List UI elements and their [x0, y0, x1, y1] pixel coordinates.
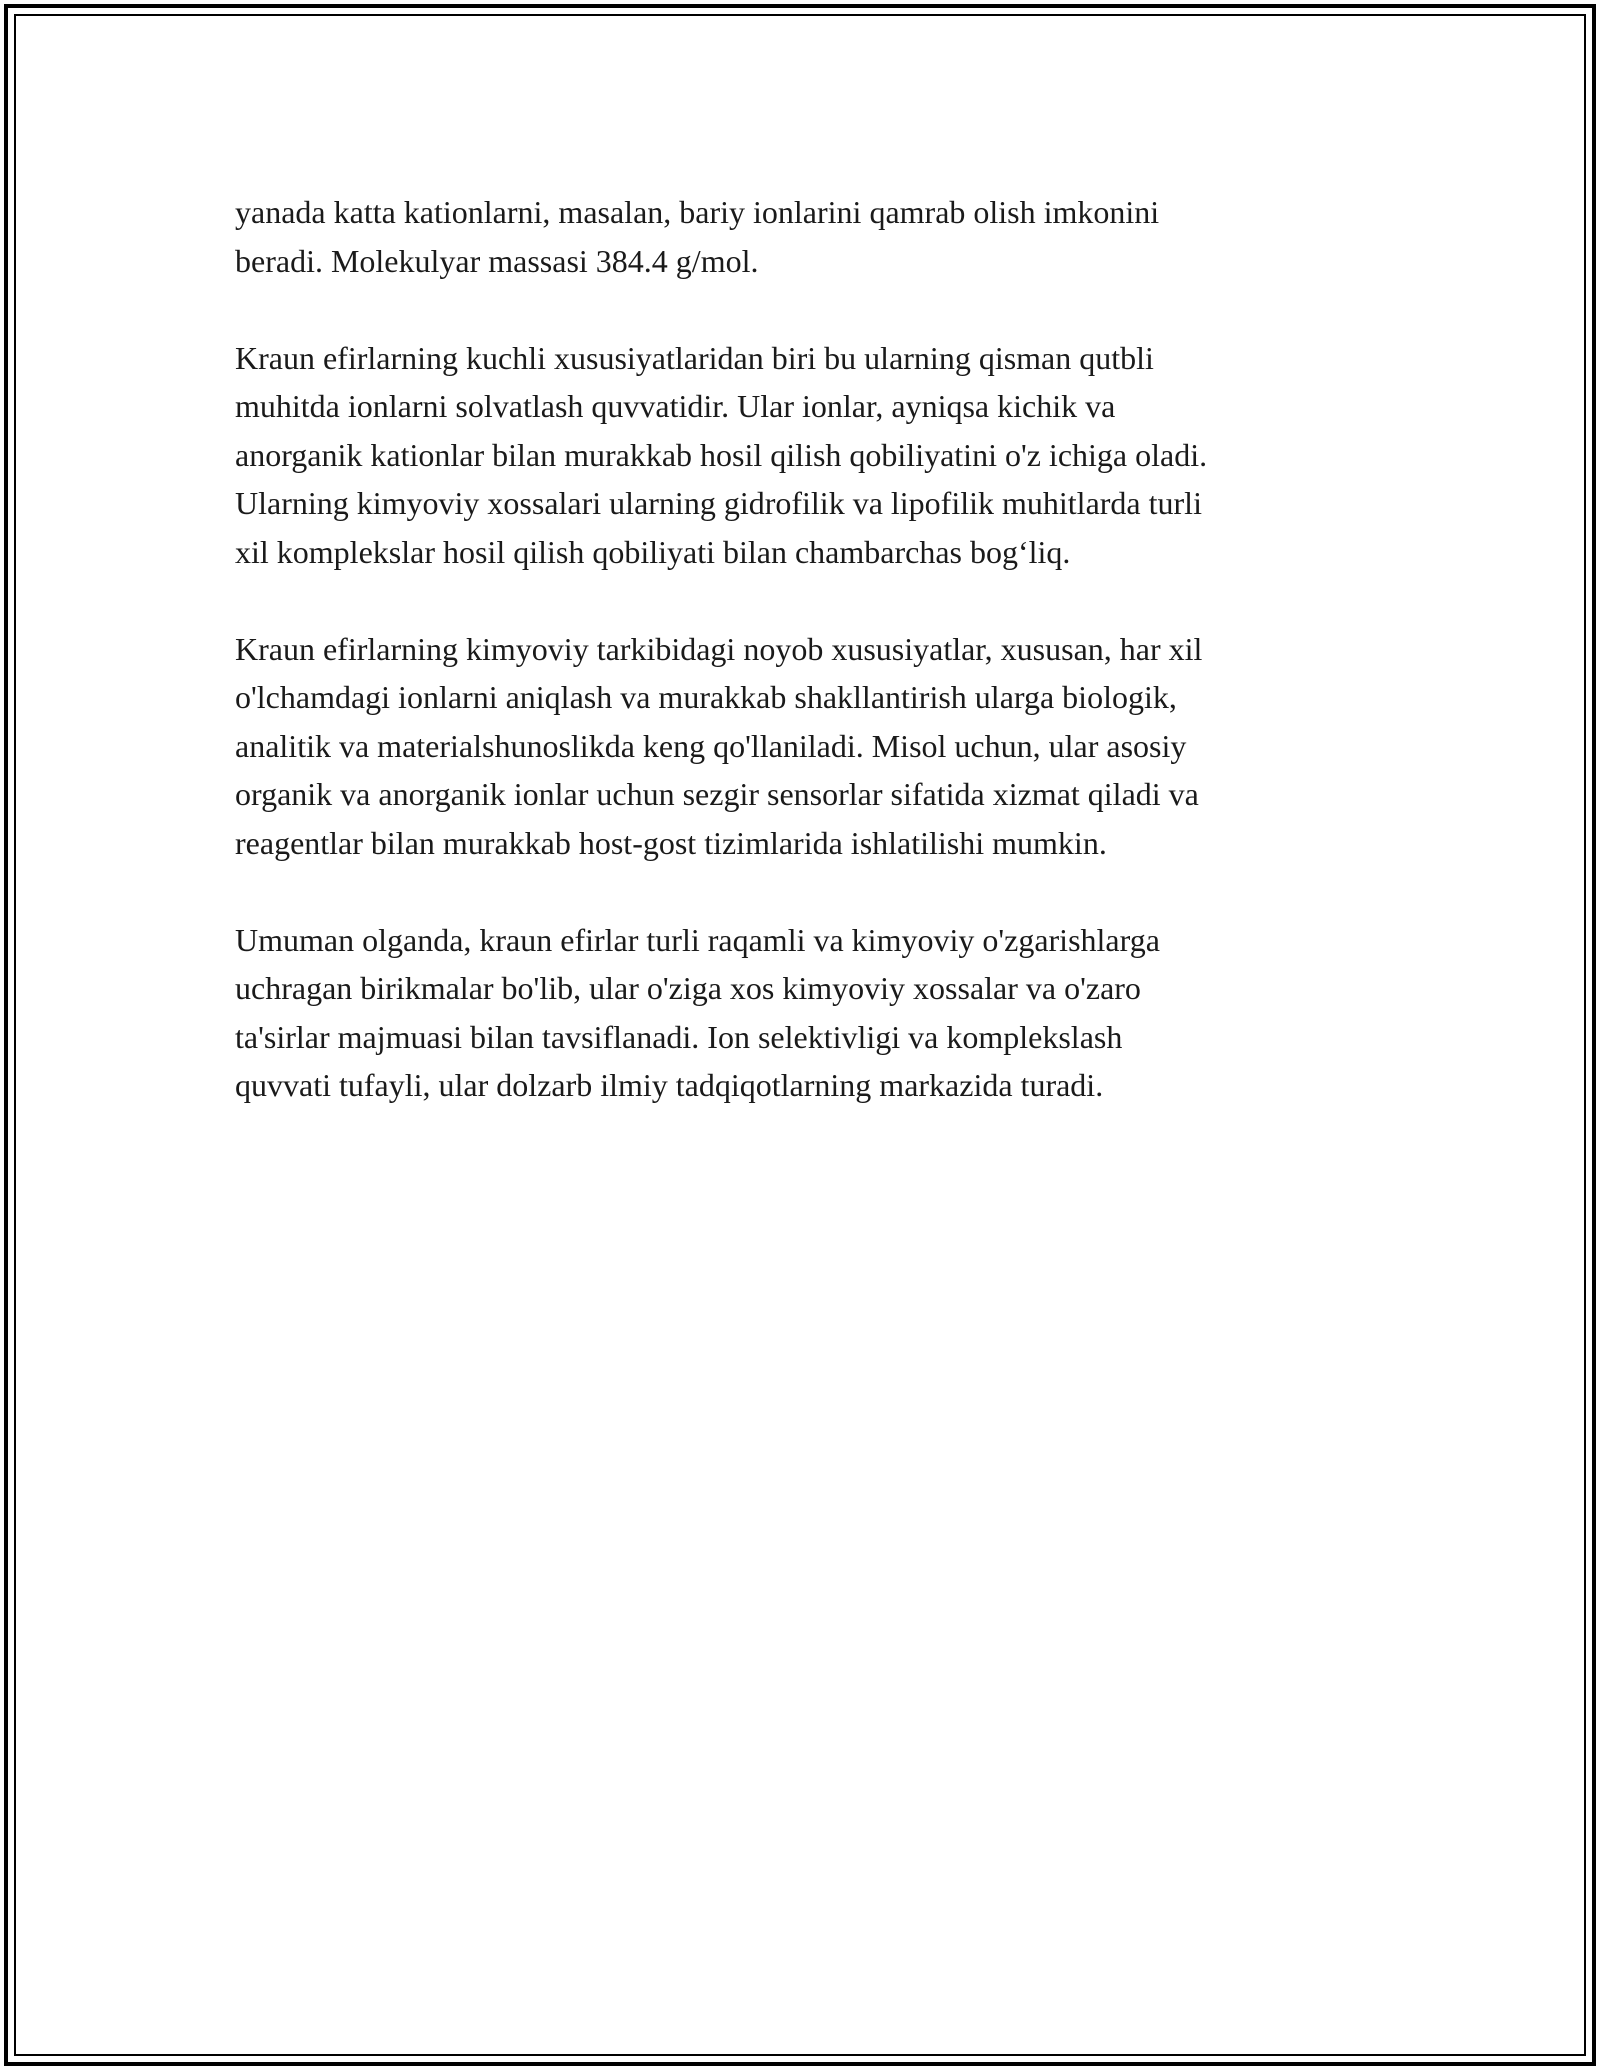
paragraph-4	[235, 916, 1365, 1110]
text-line: muhitda ionlarni solvatlash quvvatidir. Ular ionlar, ayniqsa kichik va	[235, 388, 1116, 424]
text-line: Umuman olganda, kraun efirlar turli raqamli va kimyoviy o'zgarishlarga	[235, 921, 1160, 958]
text-line: Ularning kimyoviy xossalari ularning gidrofilik va lipofilik muhitlarda turli	[235, 485, 1202, 521]
paragraph-2	[235, 334, 1365, 577]
text-line: o'lchamdagi ionlarni aniqlash va murakkab shakllantirish ularga biologik,	[235, 679, 1177, 715]
text-line: reagentlar bilan murakkab host-gost tizimlarida ishlatilishi mumkin.	[235, 824, 1107, 861]
text-line: Kraun efirlarning kimyoviy tarkibidagi noyob xususiyatlar, xususan, har xil	[235, 630, 1203, 667]
text-line: Kraun efirlarning kuchli xususiyatlaridan biri bu ularning qisman qutbli	[235, 339, 1154, 376]
text-line: organik va anorganik ionlar uchun sezgir sensorlar sifatida xizmat qiladi va	[235, 776, 1199, 812]
text-line: analitik va materialshunoslikda keng qo'llaniladi. Misol uchun, ular asosiy	[235, 727, 1187, 764]
text-line: xil komplekslar hosil qilish qobiliyati bilan chambarchas bog‘liq.	[235, 533, 1071, 570]
text-line: quvvati tufayli, ular dolzarb ilmiy tadqiqotlarning markazida turadi.	[235, 1067, 1104, 1103]
text-line: yanada katta kationlarni, masalan, bariy ionlarini qamrab olish imkonini	[235, 194, 1160, 230]
document-body	[235, 188, 1365, 1158]
text-line: beradi. Molekulyar massasi 384.4 g/mol.	[235, 242, 759, 279]
paragraph-1	[235, 188, 1365, 285]
text-line: ta'sirlar majmuasi bilan tavsiflanadi. Ion selektivligi va komplekslash	[235, 1018, 1123, 1055]
text-line: uchragan birikmalar bo'lib, ular o'ziga xos kimyoviy xossalar va o'zaro	[235, 970, 1141, 1006]
text-line: anorganik kationlar bilan murakkab hosil qilish qobiliyatini o'z ichiga oladi.	[235, 436, 1208, 473]
paragraph-3	[235, 625, 1365, 868]
